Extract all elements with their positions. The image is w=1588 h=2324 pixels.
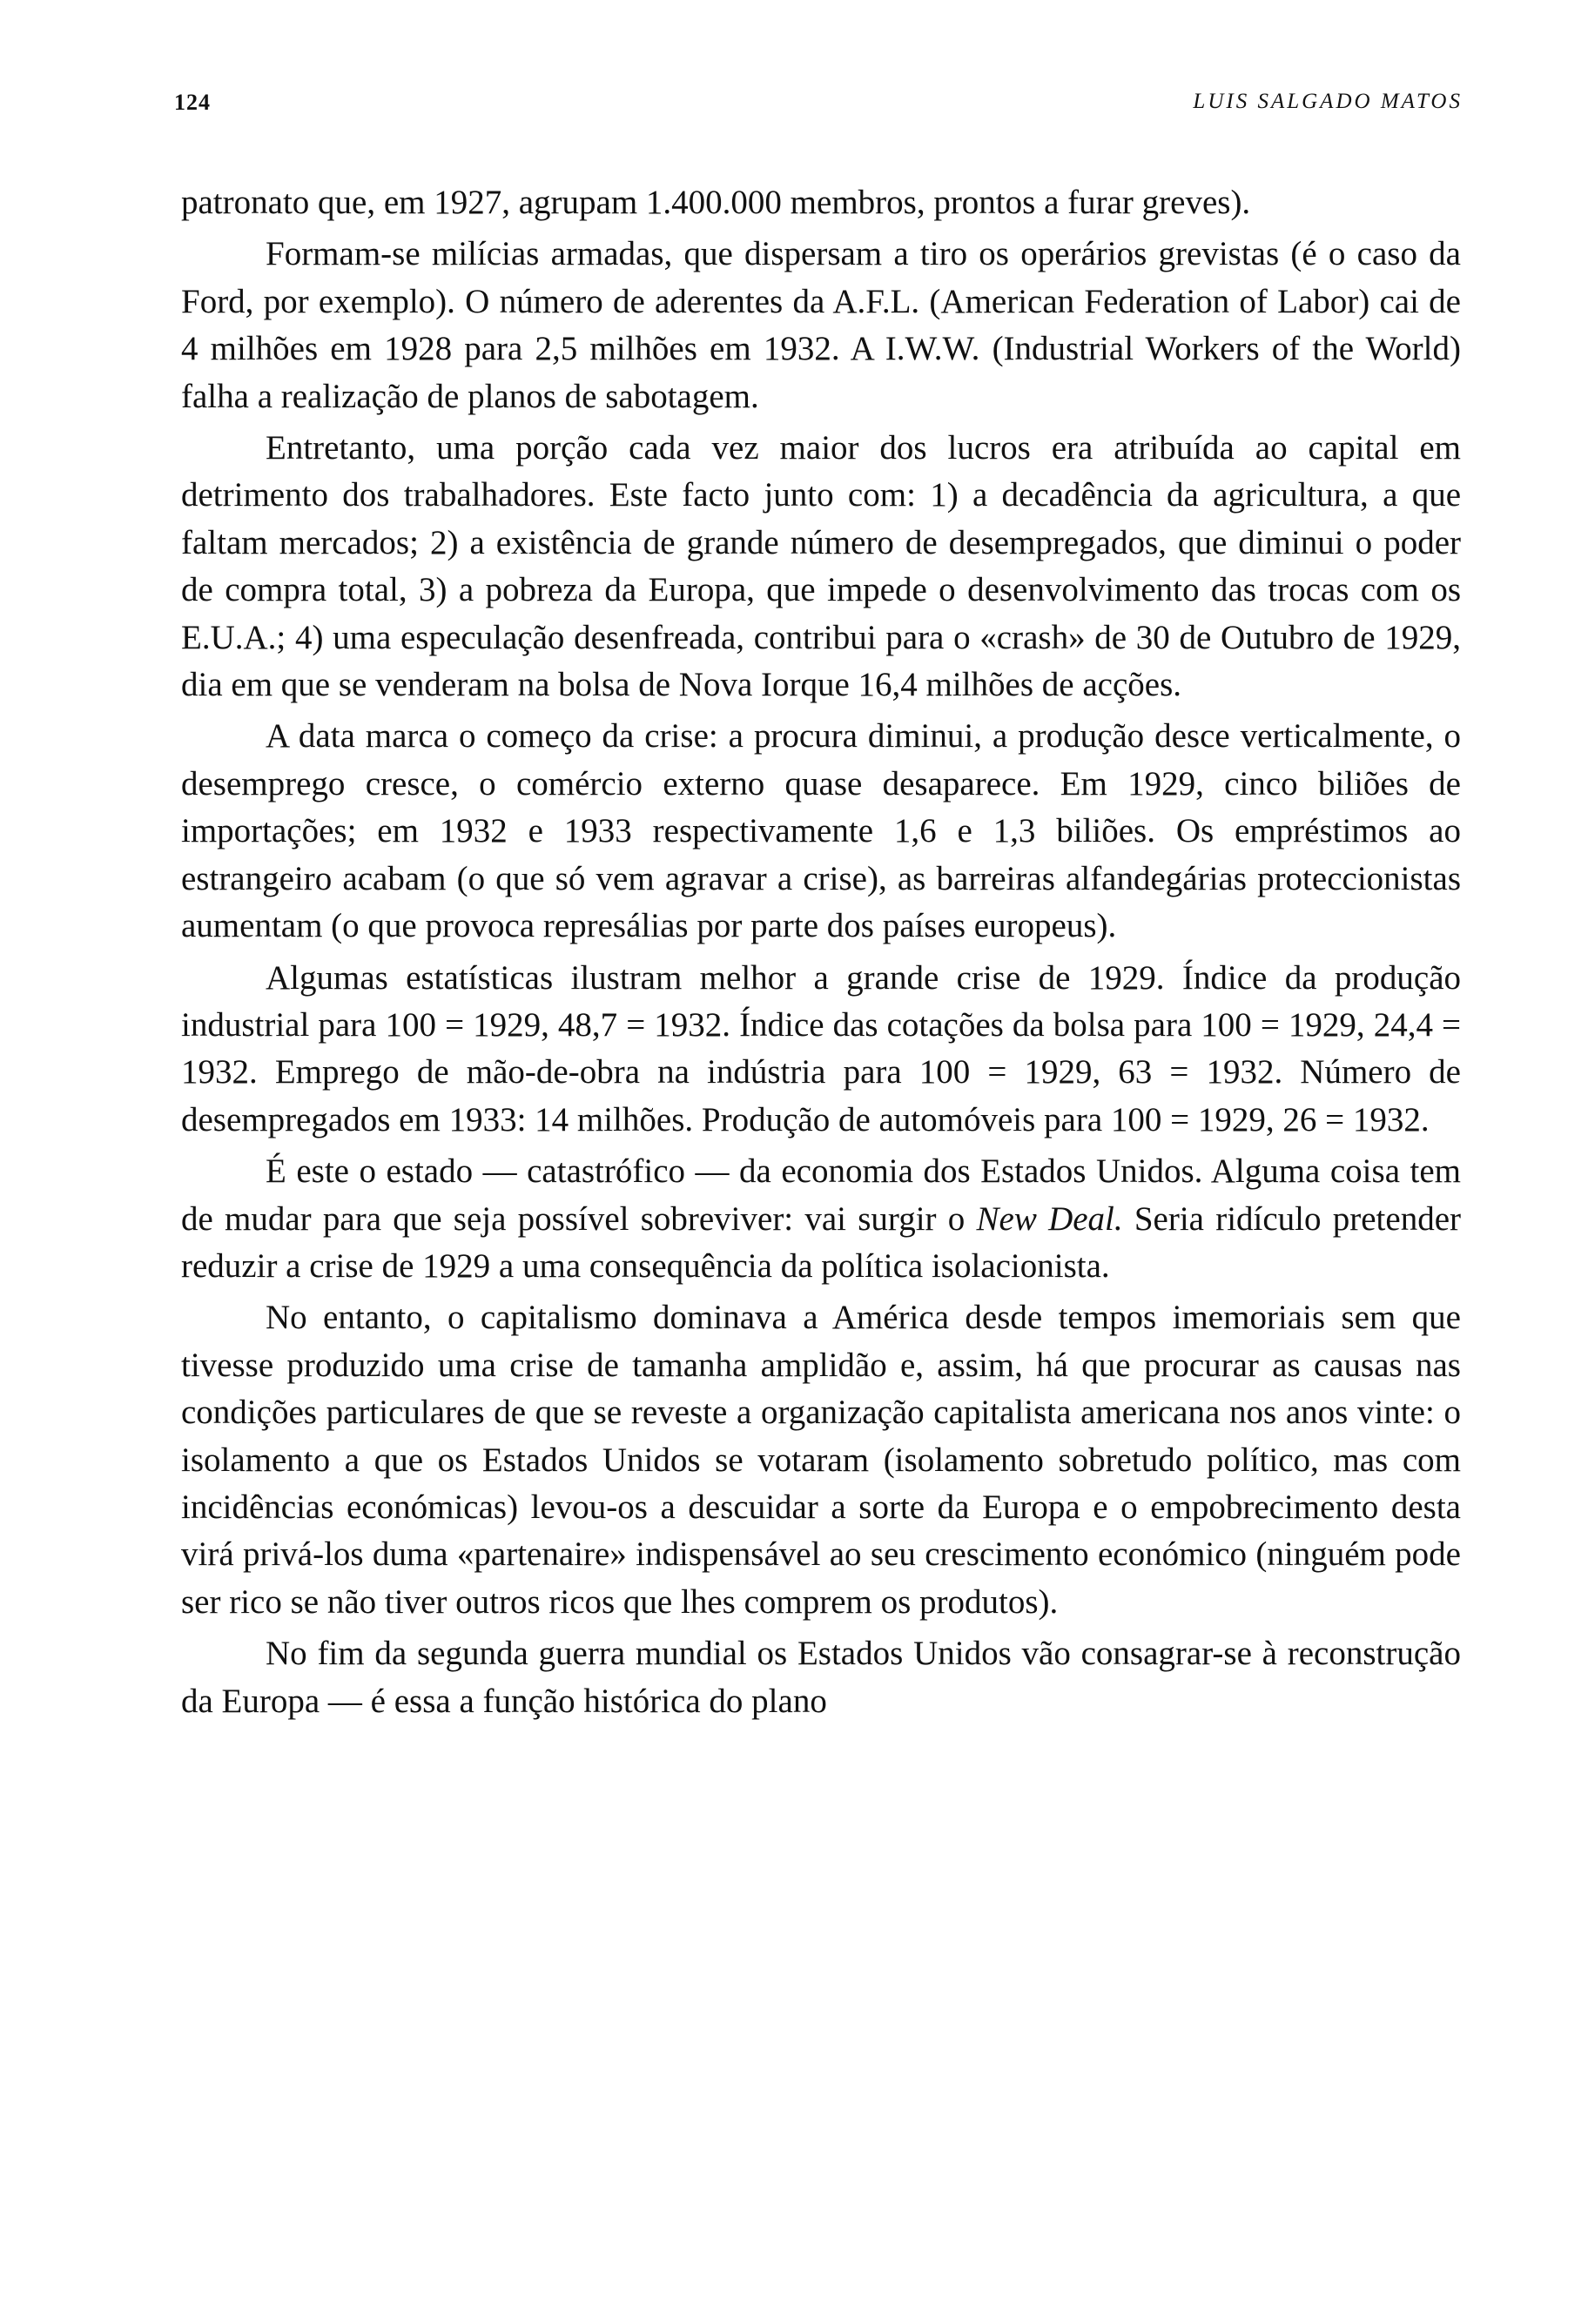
- new-deal-text-after: Seria ridículo pretender reduzir a crise de 1929 a uma consequência da política isolacionista.: [181, 1199, 1461, 1285]
- paragraph-capitalism: No entanto, o capitalismo dominava a América desde tempos imemoriais sem que tivesse produzido uma crise de tamanha amplidão e, assim, há que procurar as causas nas condições particulares de que se reveste a organização capitalista americana nos anos vinte: o isolamento a que os Estados Unidos se votaram (isolamento sobretudo político, mas com incidências económicas) levou-os a descuidar a sorte da Europa e o empobrecimento desta virá privá-los duma «partenaire» indispensável ao seu crescimento económico (ninguém pode ser rico se não tiver outros ricos que lhes comprem os produtos).: [181, 1299, 1461, 1621]
- page-number: 124: [174, 90, 211, 115]
- paragraph-reconstruction: No fim da segunda guerra mundial os Estados Unidos vão consagrar-se à reconstrução da Europa — é essa a função histórica do plano: [181, 1635, 1461, 1720]
- paragraph-continuation: patronato que, em 1927, agrupam 1.400.000 membros, prontos a furar greves).: [181, 184, 1251, 221]
- paragraph-new-deal: [181, 1148, 1461, 1290]
- paragraph-profits-crash: Entretanto, uma porção cada vez maior dos lucros era atribuída ao capital em detrimento dos trabalhadores. Este facto junto com: 1) a decadência da agricultura, a que faltam mercados; 2) a existência de grande número de desempregados, que diminui o poder de compra total, 3) a pobreza da Europa, que impede o desenvolvimento das trocas com os E.U.A.; 4) uma especulação desenfreada, contribui para o «crash» de 30 de Outubro de 1929, dia em que se venderam na bolsa de Nova Iorque 16,4 milhões de acções.: [181, 429, 1461, 704]
- paragraph-statistics: Algumas estatísticas ilustram melhor a grande crise de 1929. Índice da produção industrial para 100 = 1929, 48,7 = 1932. Índice das cotações da bolsa para 100 = 1929, 24,4 = 1932. Emprego de mão-de-obra na indústria para 100 = 1929, 63 = 1932. Número de desempregados em 1933: 14 milhões. Produção de automóveis para 100 = 1929, 26 = 1932.: [181, 958, 1461, 1138]
- new-deal-italic: New Deal.: [976, 1199, 1123, 1238]
- paragraph-militias: Formam-se milícias armadas, que dispersam a tiro os operários grevistas (é o caso da Ford, por exemplo). O número de aderentes da A.F.L. (American Federation of Labor) cai de 4 milhões em 1928 para 2,5 milhões em 1932. A I.W.W. (Industrial Workers of the World) falha a realização de planos de sabotagem.: [181, 235, 1461, 415]
- page-header: [174, 90, 1463, 124]
- new-deal-text-before: É este o estado — catastrófico — da economia dos Estados Unidos. Alguma coisa tem de mudar para que seja possível sobreviver: vai surgir o: [181, 1152, 1461, 1238]
- paragraph-crisis-begins: A data marca o começo da crise: a procura diminui, a produção desce verticalmente, o desemprego cresce, o comércio externo quase desaparece. Em 1929, cinco biliões de importações; em 1932 e 1933 respectivamente 1,6 e 1,3 biliões. Os empréstimos ao estrangeiro acabam (o que só vem agravar a crise), as barreiras alfandegárias proteccionistas aumentam (o que provoca represálias por parte dos países europeus).: [181, 717, 1461, 945]
- running-head-author: LUIS SALGADO MATOS: [1193, 90, 1463, 113]
- body-text: [181, 179, 1461, 1725]
